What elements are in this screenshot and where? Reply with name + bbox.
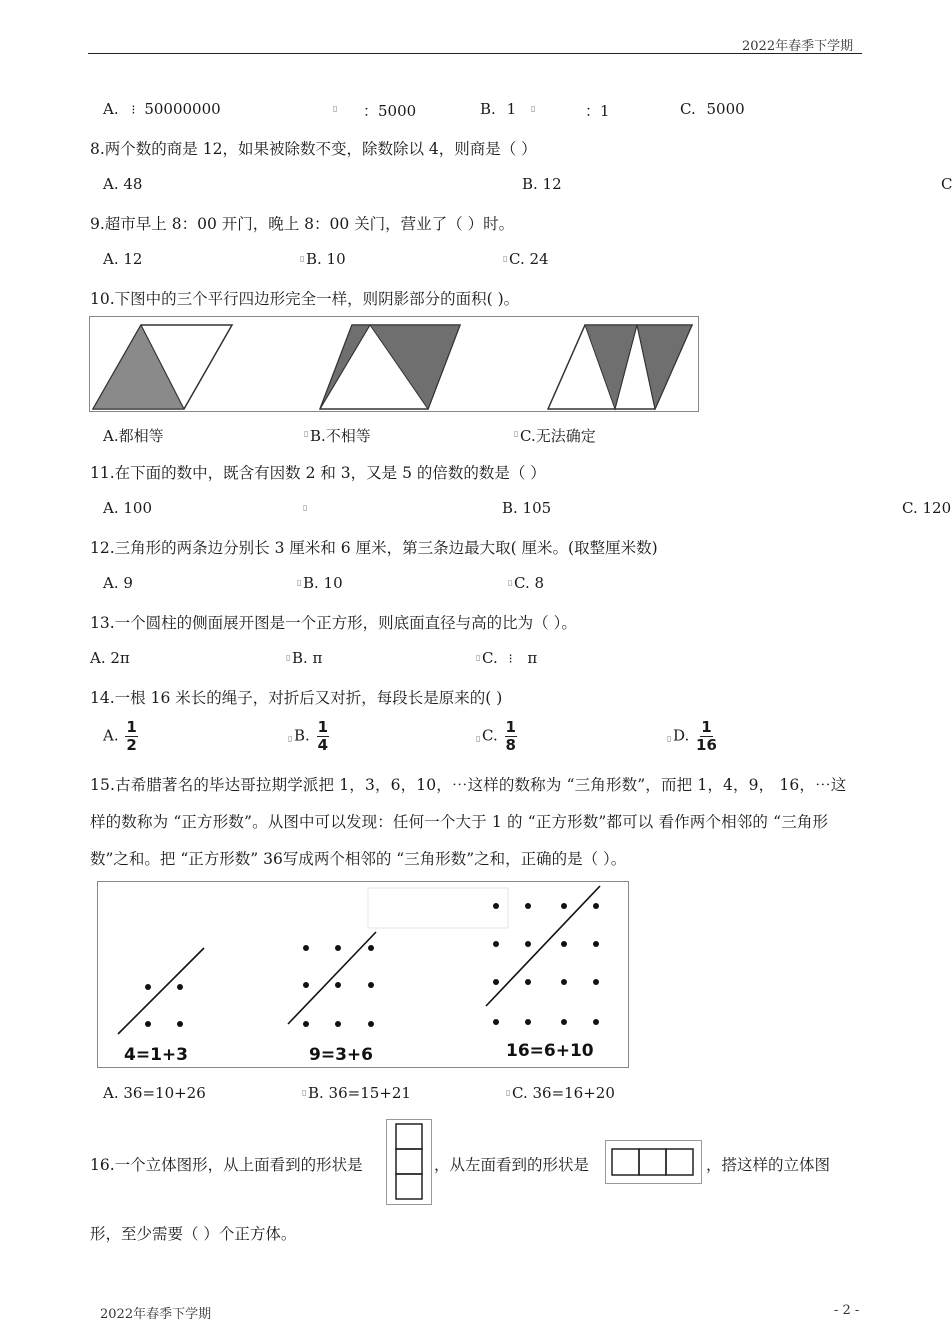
q12-stem: 12.三角形的两条边分别长 3 厘米和 6 厘米，第三条边最大取( 厘米。(取整厘米数) <box>90 539 658 557</box>
dot-grid-2x2 <box>118 948 204 1034</box>
fig-label-3: 16=6+10 <box>506 1041 594 1061</box>
missing-glyph-mark: ▯ <box>506 1088 511 1097</box>
fig-label-1: 4=1+3 <box>124 1045 188 1065</box>
q13-option-a: A. 2π <box>90 649 130 667</box>
q9-option-a: A. 12 <box>103 250 143 268</box>
missing-glyph-mark: ▯ <box>286 653 291 662</box>
q14-option-a: A. $\frac{1}{2}$ <box>103 718 137 754</box>
parallelogram-3 <box>548 325 692 409</box>
q15-stem-line3: 数”之和。把 “正方形数” 36写成两个相邻的 “三角形数”之和，正确的是（ ）。 <box>90 850 627 868</box>
q14-option-b: B. $\frac{1}{4}$ <box>294 718 329 754</box>
header-rule <box>88 53 862 54</box>
q8-option-a: A. 48 <box>103 175 143 193</box>
missing-glyph-mark: ▯ <box>297 578 302 587</box>
q10-stem: 10.下图中的三个平行四边形完全一样，则阴影部分的面积( )。 <box>90 290 520 308</box>
q10-option-b: B.不相等 <box>310 427 371 445</box>
q7-option-b: B. 1 <box>480 100 517 118</box>
fraction: $\frac{1}{2}$ <box>126 718 137 754</box>
missing-glyph-mark: ▯ <box>303 503 308 512</box>
q11-option-b: B. 105 <box>502 499 552 517</box>
q14-stem: 14.一根 16 米长的绳子，对折后又对折，每段长是原来的( ) <box>90 689 503 707</box>
q8-option-c: C <box>941 175 952 193</box>
q15-stem-line2: 样的数称为 “正方形数”。从图中可以发现：任何一个大于 1 的 “正方形数”都可以 看作两个相邻的 “三角形 <box>90 813 829 831</box>
q11-option-c: C. 120 <box>902 499 952 517</box>
q7-option-a-ratio: ：5000 <box>363 102 417 120</box>
missing-glyph-mark: ▯ <box>300 254 305 263</box>
q16-stem-part2: ，从左面看到的形状是 <box>434 1156 590 1174</box>
q13-option-c: C. ⁝ π <box>482 649 538 667</box>
q9-option-b: B. 10 <box>306 250 346 268</box>
dot-grid-3x3 <box>288 932 376 1027</box>
fraction: $\frac{1}{16}$ <box>696 718 717 754</box>
q15-stem-line1: 15.古希腊著名的毕达哥拉期学派把 1，3，6，10，⋯这样的数称为 “三角形数”，而把 1，4，9， 16，⋯这 <box>90 776 847 794</box>
fig-label-2: 9=3+6 <box>309 1045 373 1065</box>
q13-stem: 13.一个圆柱的侧面展开图是一个正方形，则底面直径与高的比为（ ）。 <box>90 614 577 632</box>
parallelogram-1 <box>93 325 232 409</box>
missing-glyph-mark: ▯ <box>667 734 672 743</box>
fraction-remnant-mark: ⁝ <box>508 652 513 667</box>
triangular-square-number-figure <box>97 881 629 1068</box>
parallelogram-figure <box>89 316 699 412</box>
page-number: - 2 - <box>834 1303 860 1318</box>
missing-glyph-mark: ▯ <box>476 653 481 662</box>
dot-grid-4x4 <box>486 886 600 1025</box>
q8-option-b: B. 12 <box>522 175 562 193</box>
missing-glyph-mark: ▯ <box>302 1088 307 1097</box>
missing-glyph-mark: ▯ <box>333 104 338 113</box>
q14-option-c: C. $\frac{1}{8}$ <box>482 718 516 754</box>
fraction: $\frac{1}{4}$ <box>317 718 329 754</box>
missing-glyph-mark: ▯ <box>508 578 513 587</box>
missing-glyph-mark: ▯ <box>304 429 309 438</box>
q7-option-b-ratio: ：1 <box>585 102 610 120</box>
q9-stem: 9.超市早上 8：00 开门，晚上 8：00 关门，营业了（ ）时。 <box>90 215 515 233</box>
q12-option-a: A. 9 <box>103 574 133 592</box>
q13-option-b: B. π <box>292 649 323 667</box>
q15-option-b: B. 36=15+21 <box>308 1084 411 1102</box>
top-view-figure <box>386 1119 432 1205</box>
q11-option-a: A. 100 <box>103 499 152 517</box>
q15-option-a: A. 36=10+26 <box>103 1084 206 1102</box>
q9-option-c: C. 24 <box>509 250 549 268</box>
header-term: 2022年春季下学期 <box>742 39 854 54</box>
q8-stem: 8.两个数的商是 12，如果被除数不变，除数除以 4，则商是（ ） <box>90 140 537 158</box>
missing-glyph-mark: ▯ <box>476 734 481 743</box>
q7-option-a: A. ⁝ 50000000 <box>103 100 221 118</box>
parallelogram-2 <box>320 325 460 409</box>
q16-stem-part3: ，搭这样的立体图 <box>706 1156 831 1174</box>
left-view-figure <box>605 1140 702 1184</box>
q10-option-c: C.无法确定 <box>520 427 596 445</box>
q16-stem-part1: 16.一个立体图形，从上面看到的形状是 <box>90 1156 363 1174</box>
fraction-remnant-mark: ⁝ <box>131 103 136 118</box>
q10-option-a: A.都相等 <box>103 427 164 445</box>
missing-glyph-mark: ▯ <box>514 429 519 438</box>
fraction: $\frac{1}{8}$ <box>505 718 516 754</box>
q12-option-b: B. 10 <box>303 574 343 592</box>
q15-option-c: C. 36=16+20 <box>512 1084 615 1102</box>
q12-option-c: C. 8 <box>514 574 545 592</box>
q7-option-c: C. 5000 <box>680 100 745 118</box>
q14-option-d: D. $\frac{1}{16}$ <box>673 718 717 754</box>
missing-glyph-mark: ▯ <box>288 734 293 743</box>
footer-term: 2022年春季下学期 <box>100 1307 212 1322</box>
missing-glyph-mark: ▯ <box>531 104 536 113</box>
missing-glyph-mark: ▯ <box>503 254 508 263</box>
q16-stem-line2: 形，至少需要（ ）个正方体。 <box>90 1225 297 1243</box>
q11-stem: 11.在下面的数中，既含有因数 2 和 3，又是 5 的倍数的数是（ ） <box>90 464 546 482</box>
